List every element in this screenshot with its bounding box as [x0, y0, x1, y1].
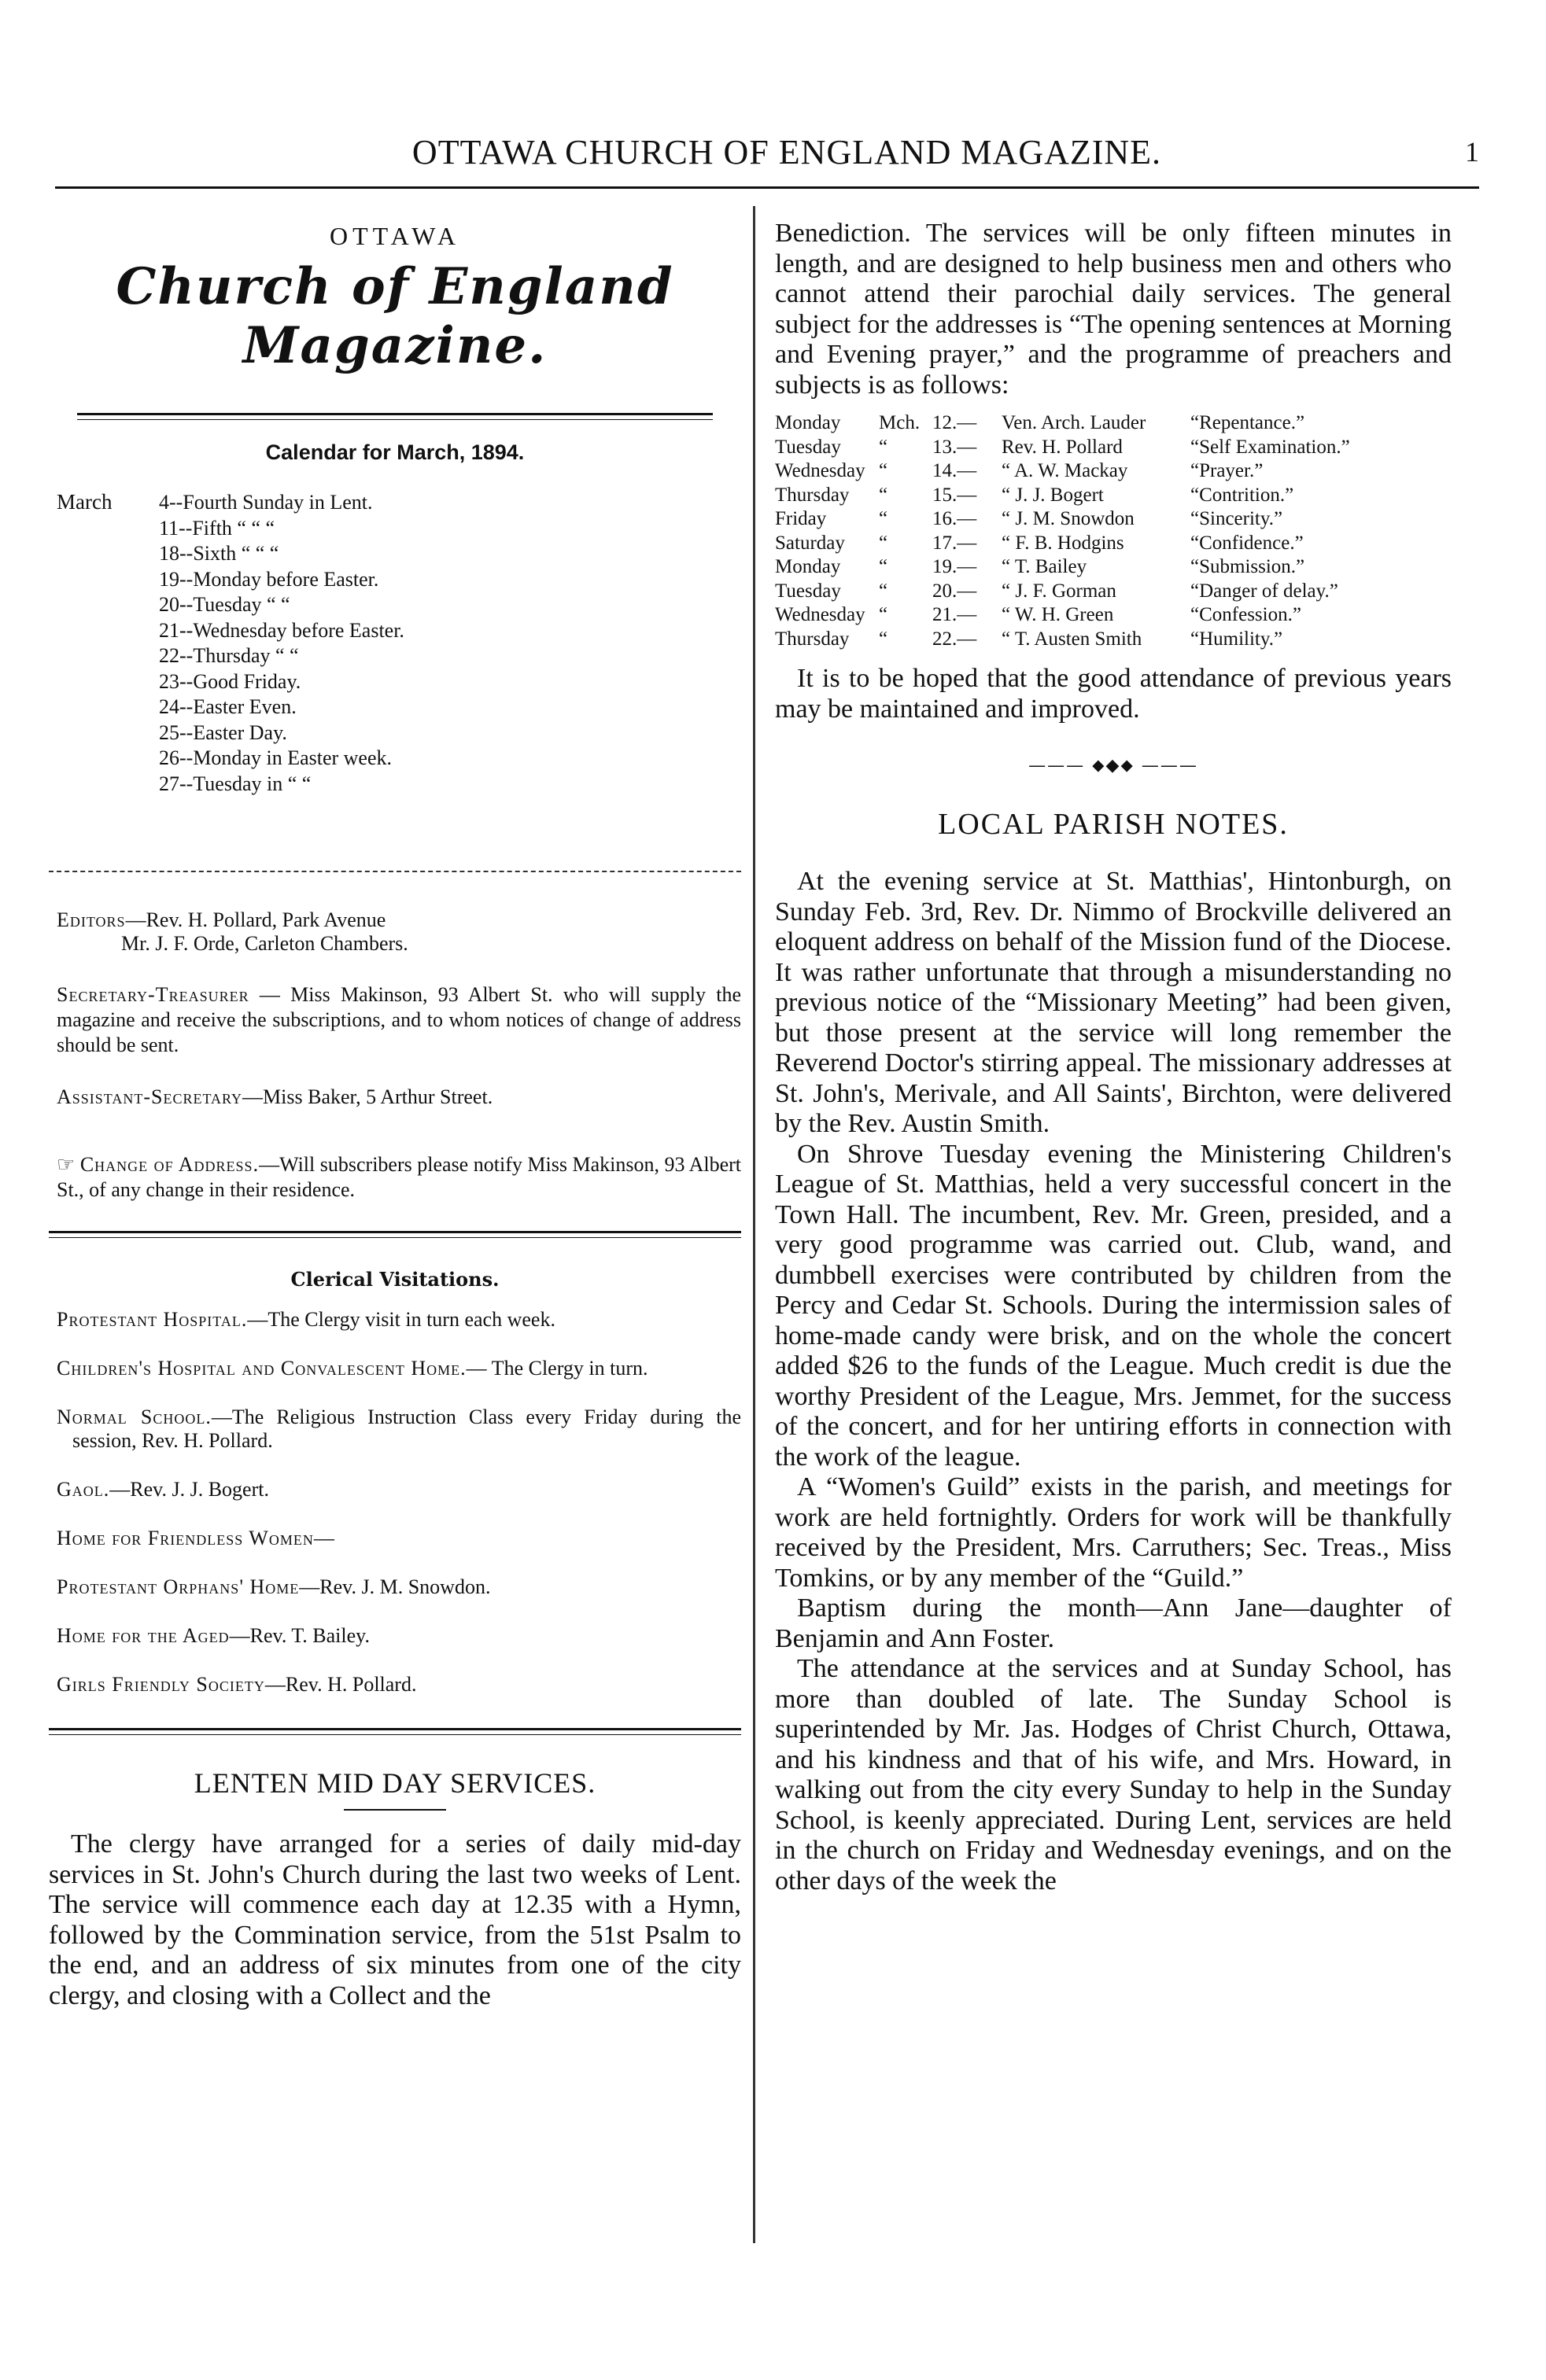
secretary-text: — Miss Makinson, 93 Albert St. who will supply the magazine and receive the subscriptions, and to whom notices of change of address should be sent.	[57, 983, 741, 1056]
change-address-label: Change of Address.	[79, 1153, 260, 1176]
editors-line2: Mr. J. F. Orde, Carleton Chambers.	[121, 932, 408, 955]
calendar-list	[159, 490, 404, 797]
schedule-row: Saturday “ 17.— “ F. B. Hodgins “Confidence.”	[775, 532, 1304, 554]
parish-paragraph: The attendance at the services and at Sunday School, has more than doubled of late. The Sunday School is superintended by Mr. Jas. Hodges of Christ Church, Ottawa, and his kindness and that of his wife, and Mrs. Howard, in walking out from the city every Sunday to help in the Sunday School, is keenly appreciated. During Lent, services are held in the church on Friday and Wednesday evenings, and on the other days of the week the	[775, 1654, 1452, 1896]
column-divider	[753, 206, 755, 2243]
pointing-hand-icon: ☞	[57, 1153, 80, 1176]
parish-paragraph: At the evening service at St. Matthias', Hintonburgh, on Sunday Feb. 3rd, Rev. Dr. Nimmo of Brockville delivered an eloquent address on behalf of the Mission fund of the Diocese. It was rather unfortunate that through a misunderstanding no previous notice of the “Missionary Meeting” had been given, but those present at the service will long remember the Reverend Doctor's stirring appeal. The missionary addresses at St. John's, Merivale, and All Saints', Birchton, were delivered by the Rev. Austin Smith.	[775, 867, 1452, 1138]
schedule-row: Monday “ 19.— “ T. Bailey “Submission.”	[775, 556, 1305, 577]
calendar-entry: 22--Thursday “ “	[159, 644, 299, 667]
lenten-paragraph: The clergy have arranged for a series of daily mid-day services in St. John's Church during the last two weeks of Lent. The service will commence each day at 12.35 with a Hymn, followed by the Commination service, from the 51st Psalm to the end, and an address of six minutes from one of the city clergy, and closing with a Collect and the	[49, 1829, 741, 2010]
preacher-schedule	[775, 411, 1452, 651]
schedule-row: Thursday “ 15.— “ J. J. Bogert “Contrition.”	[775, 484, 1294, 506]
parish-paragraph: A “Women's Guild” exists in the parish, and meetings for work are held fortnightly. Orders for work will be thankfully received by the President, Mrs. Carruthers; Sec. Treas., Miss Tomkins, or by any member of the “Guild.”	[775, 1472, 1452, 1593]
calendar-entry: 24--Easter Even.	[159, 695, 297, 718]
visitation-item: Protestant Hospital.—The Clergy visit in turn each week.	[57, 1308, 555, 1331]
section-rule	[49, 1231, 741, 1238]
masthead-rule	[77, 413, 713, 420]
page-number: 1	[1465, 136, 1479, 168]
calendar-entry: 25--Easter Day.	[159, 720, 287, 744]
editors-block	[49, 908, 741, 956]
schedule-row: Monday Mch. 12.— Ven. Arch. Lauder “Repentance.”	[775, 412, 1305, 433]
parish-paragraph: Baptism during the month—Ann Jane—daughter of Benjamin and Ann Foster.	[775, 1593, 1452, 1653]
calendar	[49, 490, 741, 860]
visitation-item: Normal School.—The Religious Instruction Class every Friday during the session, Rev. H. Pollard.	[57, 1406, 741, 1452]
calendar-entry: 11--Fifth “ “ “	[159, 516, 275, 540]
schedule-row: Friday “ 16.— “ J. M. Snowdon “Sincerity.”	[775, 508, 1283, 529]
change-address-text: —Will subscribers please notify Miss Makinson, 93 Albert St., of any change in their residence.	[57, 1153, 741, 1201]
calendar-entry: 23--Good Friday.	[159, 669, 301, 693]
dashed-rule	[49, 871, 741, 872]
calendar-entry: 27--Tuesday in “ “	[159, 772, 312, 795]
calendar-entry: 26--Monday in Easter week.	[159, 746, 393, 769]
editors-line1: —Rev. H. Pollard, Park Avenue	[125, 908, 386, 931]
calendar-entry: 21--Wednesday before Easter.	[159, 618, 404, 642]
masthead-title: Church of England Magazine.	[116, 257, 674, 375]
ornament-divider: ——— ⬥◆⬥ ———	[1028, 756, 1198, 776]
local-parish-heading: LOCAL PARISH NOTES.	[938, 808, 1289, 841]
right-column	[775, 219, 1452, 1896]
visitation-item: Gaol.—Rev. J. J. Bogert.	[57, 1478, 269, 1501]
schedule-row: Tuesday “ 13.— Rev. H. Pollard “Self Examination.”	[775, 436, 1350, 458]
calendar-entry: 4--Fourth Sunday in Lent.	[159, 491, 373, 514]
header-rule	[55, 186, 1479, 189]
lenten-heading: LENTEN MID DAY SERVICES.	[194, 1767, 596, 1799]
hope-paragraph: It is to be hoped that the good attendance of previous years may be maintained and improved.	[775, 664, 1452, 724]
running-title: OTTAWA CHURCH OF ENGLAND MAGAZINE.	[411, 133, 1162, 171]
schedule-row: Thursday “ 22.— “ T. Austen Smith “Humility.”	[775, 628, 1283, 650]
schedule-row: Wednesday “ 14.— “ A. W. Mackay “Prayer.”	[775, 460, 1264, 481]
calendar-entry: 18--Sixth “ “ “	[159, 542, 279, 565]
calendar-entry: 20--Tuesday “ “	[159, 593, 290, 616]
parish-paragraph: On Shrove Tuesday evening the Ministering Children's League of St. Matthias, held a very successful concert in the Town Hall. The incumbent, Rev. Mr. Green, presided, and a very good programme was carried out. Club, wand, and dumbbell exercises were contributed by children from the Percy and Cedar St. Schools. During the intermission sales of home-made candy were brisk, and on the whole the concert added $26 to the funds of the League. Much credit is due the worthy President of the League, Mrs. Jemmet, for the success of the concert, and for her untiring efforts in connection with the work of the league.	[775, 1139, 1452, 1472]
assistant-notice	[49, 1085, 741, 1110]
change-address-notice	[49, 1152, 741, 1203]
calendar-title: Calendar for March, 1894.	[265, 440, 525, 464]
section-rule	[49, 1728, 741, 1735]
running-header	[55, 126, 1487, 181]
left-column	[49, 206, 741, 2011]
editors-label: Editors	[57, 908, 126, 931]
heading-rule	[344, 1809, 446, 1811]
secretary-notice	[49, 982, 741, 1058]
schedule-row: Wednesday “ 21.— “ W. H. Green “Confession.”	[775, 604, 1301, 625]
visitation-item: Home for Friendless Women—	[57, 1527, 334, 1549]
assistant-text: —Miss Baker, 5 Arthur Street.	[242, 1085, 493, 1108]
clerical-title: Clerical Visitations.	[290, 1268, 500, 1291]
visitation-item: Home for the Aged—Rev. T. Bailey.	[57, 1624, 370, 1647]
visitation-item: Protestant Orphans' Home—Rev. J. M. Snowdon.	[57, 1575, 491, 1598]
visitation-item: Girls Friendly Society—Rev. H. Pollard.	[57, 1673, 417, 1696]
secretary-label: Secretary-Treasurer	[57, 983, 249, 1006]
assistant-label: Assistant-Secretary	[57, 1085, 243, 1108]
calendar-month: March	[57, 490, 113, 514]
schedule-row: Tuesday “ 20.— “ J. F. Gorman “Danger of delay.”	[775, 580, 1338, 602]
lenten-continuation: Benediction. The services will be only fifteen minutes in length, and are designed to help business men and others who cannot attend their parochial daily services. The general subject for the addresses is “The opening sentences at Morning and Evening prayer,” and the programme of preachers and subjects is as follows:	[775, 219, 1452, 400]
calendar-entry: 19--Monday before Easter.	[159, 567, 379, 591]
visitation-item: Children's Hospital and Convalescent Home.— The Clergy in turn.	[57, 1357, 648, 1380]
masthead-city: OTTAWA	[330, 222, 460, 250]
